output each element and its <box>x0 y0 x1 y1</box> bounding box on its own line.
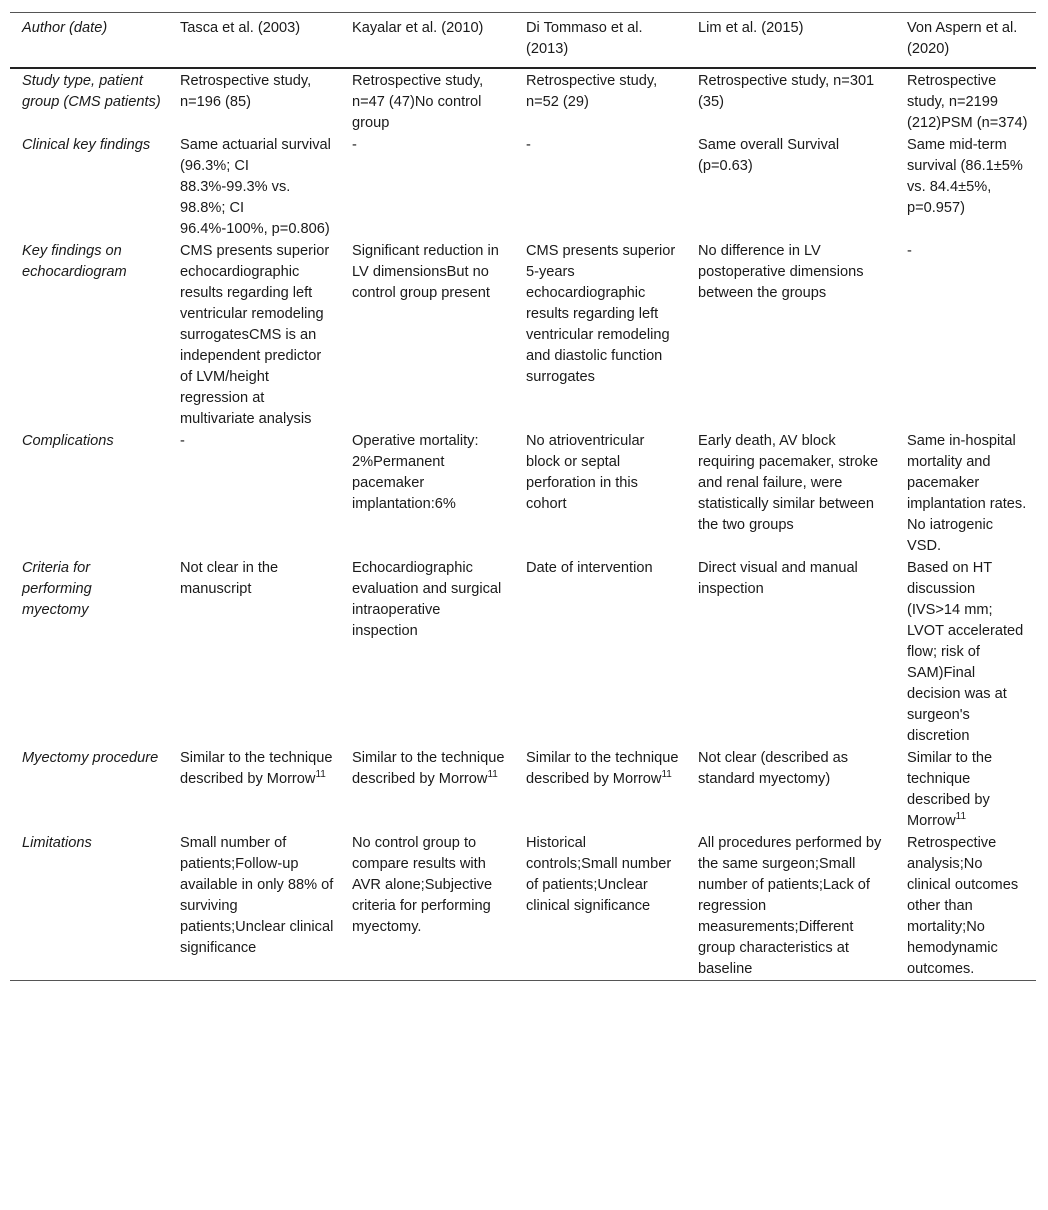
reference-superscript: 11 <box>487 769 498 780</box>
cell: - <box>526 137 531 153</box>
header-von-aspern: Von Aspern et al. (2020) <box>895 13 1036 68</box>
row-label-echo-findings: Key findings on echocardiogram <box>22 243 127 280</box>
header-tasca: Tasca et al. (2003) <box>168 13 340 68</box>
header-row <box>10 13 1036 68</box>
row-label-criteria: Criteria for performing myectomy <box>22 560 92 618</box>
cell-text: Similar to the technique described by Morrow <box>180 750 333 787</box>
row-label-complications: Complications <box>22 433 114 449</box>
cell: Retrospective analysis;No clinical outcomes other than mortality;No hemodynamic outcomes. <box>907 835 1019 977</box>
cell: Based on HT discussion (IVS>14 mm; LVOT accelerated flow; risk of SAM)Final decision was at surgeon's discretion <box>907 560 1024 744</box>
table-row-myectomy-procedure <box>10 747 1036 832</box>
cell-text: Similar to the technique described by Morrow <box>907 750 993 829</box>
cell: No difference in LV postoperative dimensions between the groups <box>698 243 864 301</box>
reference-superscript: 11 <box>661 769 672 780</box>
cell: Significant reduction in LV dimensionsBut no control group present <box>352 243 499 301</box>
cell: All procedures performed by the same surgeon;Small number of patients;Lack of regression measurements;Different group characteristics at baseline <box>698 835 882 977</box>
row-label-limitations: Limitations <box>22 835 92 851</box>
cell: - <box>352 137 357 153</box>
cell: Direct visual and manual inspection <box>698 560 858 597</box>
cell: CMS presents superior echocardiographic results regarding left ventricular remodeling surrogatesCMS is an independent predictor of LVM/height regression at multivariate analysis <box>180 243 330 427</box>
cell: CMS presents superior 5-years echocardiographic results regarding left ventricular remodeling and diastolic function surrogates <box>526 243 676 385</box>
cell: Small number of patients;Follow-up available in only 88% of surviving patients;Unclear clinical significance <box>180 835 334 956</box>
cell: Date of intervention <box>526 560 653 576</box>
cell: No atrioventricular block or septal perforation in this cohort <box>526 433 645 512</box>
cell: Not clear in the manuscript <box>180 560 279 597</box>
cell: Same actuarial survival (96.3%; CI 88.3%-99.3% vs. 98.8%; CI 96.4%-100%, p=0.806) <box>180 137 331 237</box>
cell: Retrospective study, n=196 (85) <box>180 73 312 110</box>
row-label-study-type: Study type, patient group (CMS patients) <box>22 73 161 110</box>
table-row-study-type <box>10 68 1036 134</box>
comparison-table <box>10 13 1036 980</box>
cell: Retrospective study, n=52 (29) <box>526 73 658 110</box>
cell <box>168 747 340 832</box>
cell <box>895 747 1036 832</box>
header-kayalar: Kayalar et al. (2010) <box>340 13 514 68</box>
cell: Historical controls;Small number of patients;Unclear clinical significance <box>526 835 672 914</box>
cell <box>340 747 514 832</box>
cell: Echocardiographic evaluation and surgical intraoperative inspection <box>352 560 502 639</box>
cell: No control group to compare results with AVR alone;Subjective criteria for performing myectomy. <box>352 835 493 935</box>
table-row-clinical-findings <box>10 134 1036 240</box>
cell: Not clear (described as standard myectomy) <box>698 750 849 787</box>
cell: Same in-hospital mortality and pacemaker implantation rates. No iatrogenic VSD. <box>907 433 1027 554</box>
reference-superscript: 11 <box>955 811 967 822</box>
row-label-myectomy-procedure: Myectomy procedure <box>22 750 159 766</box>
comparison-table-frame <box>10 12 1036 981</box>
row-label-clinical-findings: Clinical key findings <box>22 137 151 153</box>
header-author-date: Author (date) <box>10 13 168 68</box>
cell: Same overall Survival (p=0.63) <box>698 137 840 174</box>
reference-superscript: 11 <box>315 769 326 780</box>
table-row-criteria <box>10 557 1036 747</box>
table-row-complications <box>10 430 1036 557</box>
cell: Retrospective study, n=301 (35) <box>698 73 875 110</box>
cell-text: Similar to the technique described by Morrow <box>352 750 505 787</box>
cell-text: Similar to the technique described by Morrow <box>526 750 679 787</box>
table-row-limitations <box>10 832 1036 980</box>
cell <box>514 747 686 832</box>
cell: Operative mortality: 2%Permanent pacemaker implantation:6% <box>352 433 479 512</box>
table-row-echo-findings <box>10 240 1036 430</box>
cell: Early death, AV block requiring pacemaker, stroke and renal failure, were statistically similar between the two groups <box>698 433 879 533</box>
cell: Same mid-term survival (86.1±5% vs. 84.4±5%, p=0.957) <box>907 137 1023 216</box>
header-lim: Lim et al. (2015) <box>686 13 895 68</box>
cell: - <box>907 243 912 259</box>
cell: - <box>180 433 185 449</box>
cell: Retrospective study, n=2199 (212)PSM (n=374) <box>907 73 1028 131</box>
cell: Retrospective study, n=47 (47)No control group <box>352 73 484 131</box>
header-di-tommaso: Di Tommaso et al. (2013) <box>514 13 686 68</box>
